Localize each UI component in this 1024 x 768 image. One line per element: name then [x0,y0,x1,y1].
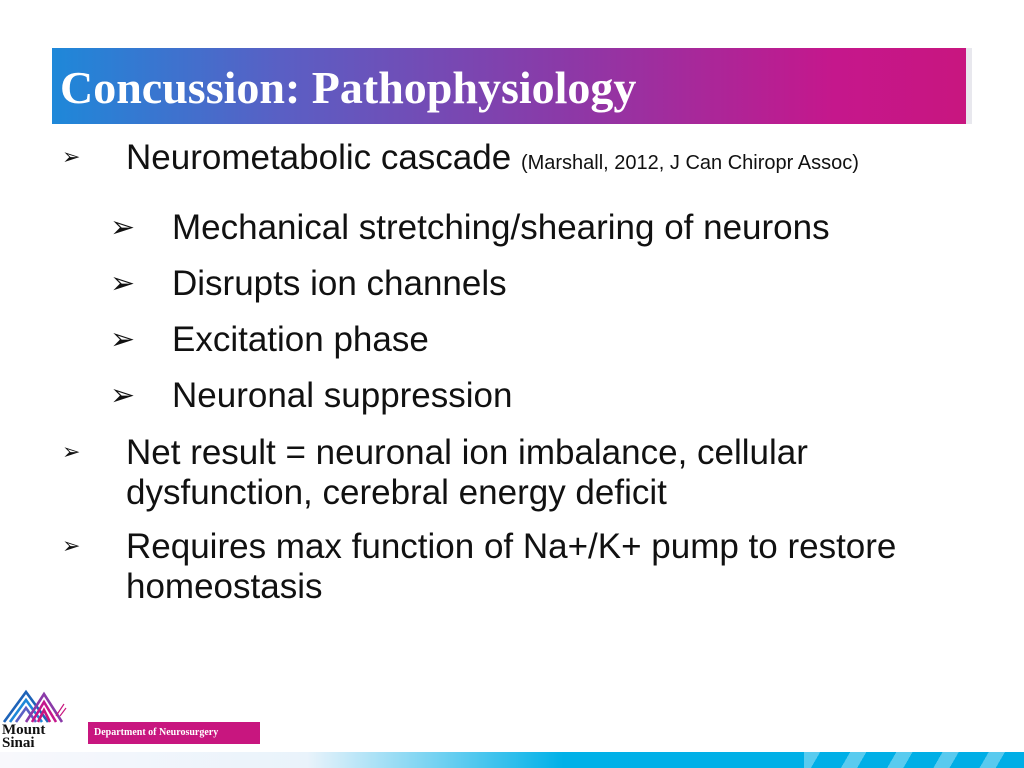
slide-title: Concussion: Pathophysiology [60,62,637,113]
title-banner [52,48,972,124]
bullet-text: Net result = neuronal ion imbalance, cellular dysfunction, cerebral energy deficit [126,433,808,512]
footer-stripes [804,752,1024,768]
sub-bullet-item [0,317,1024,363]
sub-bullet-text: Disrupts ion channels [172,264,507,303]
sub-bullet-item [0,205,1024,251]
footer-bar [0,752,1024,768]
bullet-arrow-icon: ➢ [62,440,81,465]
sub-bullet-arrow-icon: ➢ [110,210,136,245]
bullet-text: Neurometabolic cascade [126,138,521,177]
sub-bullet-text: Mechanical stretching/shearing of neurons [172,208,830,247]
bullet-citation: (Marshall, 2012, J Can Chiropr Assoc) [520,152,859,174]
bullet-arrow-icon: ➢ [62,534,81,559]
title-banner-edge [966,48,972,124]
bullet-arrow-icon: ➢ [62,145,81,170]
bullet-item [0,138,1024,183]
bullet-text: Requires max function of Na+/K+ pump to restore homeostasis [126,527,897,606]
sub-bullet-item [0,373,1024,419]
department-label: Department of Neurosurgery [88,722,260,744]
bullet-list [0,138,1024,607]
sub-bullet-text: Neuronal suppression [172,376,513,415]
sub-bullet-arrow-icon: ➢ [110,266,136,301]
sub-bullet-arrow-icon: ➢ [110,378,136,413]
bullet-item [0,433,1024,513]
sub-bullet-arrow-icon: ➢ [110,322,136,357]
logo-wordmark [2,724,45,750]
logo-line-1: Mount [2,722,46,738]
sub-bullet-item [0,261,1024,307]
bullet-item [0,527,1024,607]
logo-line-2: Sinai [2,735,35,751]
sub-bullet-text: Excitation phase [172,320,429,359]
